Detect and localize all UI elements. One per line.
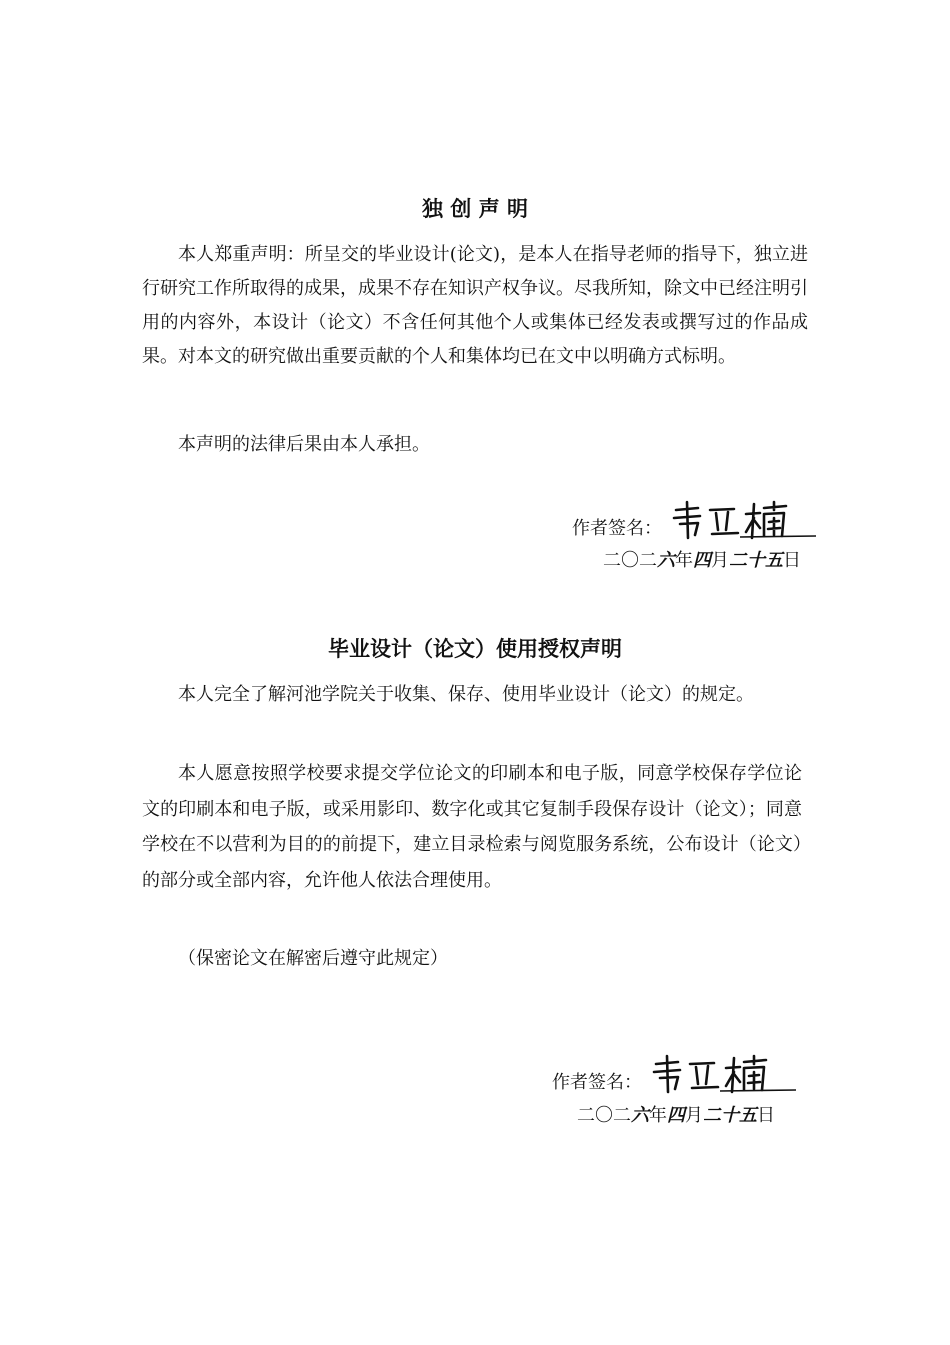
- originality-paragraph-1: 本人郑重声明：所呈交的毕业设计(论文)，是本人在指导老师的指导下，独立进行研究工作所取得的成果，成果不存在知识产权争议。尽我所知，除文中已经注明引用的内容外，本设计（论文）不含任何其他个人或集体已经发表或撰写过的作品成果。对本文的研究做出重要贡献的个人和集体均已在文中以明确方式标明。: [142, 244, 808, 367]
- originality-signature-row: [572, 500, 818, 540]
- authorization-title: 毕业设计（论文）使用授权声明: [328, 637, 622, 661]
- date-printed-month: 月: [711, 550, 729, 571]
- signature-label: 作者签名：: [572, 518, 662, 539]
- date-printed-day: 日: [783, 550, 801, 571]
- authorization-signature-row: [552, 1054, 798, 1094]
- handwritten-signature: [668, 500, 818, 540]
- originality-title: 独 创 声 明: [422, 197, 528, 221]
- date-hand-year: 六: [631, 1105, 649, 1126]
- originality-paragraph-2: 本声明的法律后果由本人承担。: [178, 434, 430, 455]
- date-hand-day: 二十五: [703, 1105, 757, 1126]
- authorization-paragraph-2: 本人愿意按照学校要求提交学位论文的印刷本和电子版，同意学校保存学位论文的印刷本和电子版，或采用影印、数字化或其它复制手段保存设计（论文）；同意学校在不以营利为目的的前提下，建立目录检索与阅览服务系统，公布设计（论文）的部分或全部内容，允许他人依法合理使用。: [142, 763, 802, 891]
- date-hand-year: 六: [657, 550, 675, 571]
- date-printed-prefix: 二〇二: [577, 1105, 631, 1126]
- date-printed-prefix: 二〇二: [603, 550, 657, 571]
- authorization-paragraph-3: （保密论文在解密后遵守此规定）: [178, 948, 448, 969]
- date-hand-month: 四: [693, 550, 711, 571]
- authorization-date: [577, 1101, 775, 1127]
- date-printed-year: 年: [649, 1105, 667, 1126]
- date-printed-month: 月: [685, 1105, 703, 1126]
- originality-date: [603, 546, 801, 572]
- date-hand-month: 四: [667, 1105, 685, 1126]
- date-printed-year: 年: [675, 550, 693, 571]
- date-hand-day: 二十五: [729, 550, 783, 571]
- date-printed-day: 日: [757, 1105, 775, 1126]
- handwritten-signature: [648, 1054, 798, 1094]
- authorization-paragraph-1: 本人完全了解河池学院关于收集、保存、使用毕业设计（论文）的规定。: [178, 684, 754, 705]
- signature-label: 作者签名：: [552, 1072, 642, 1093]
